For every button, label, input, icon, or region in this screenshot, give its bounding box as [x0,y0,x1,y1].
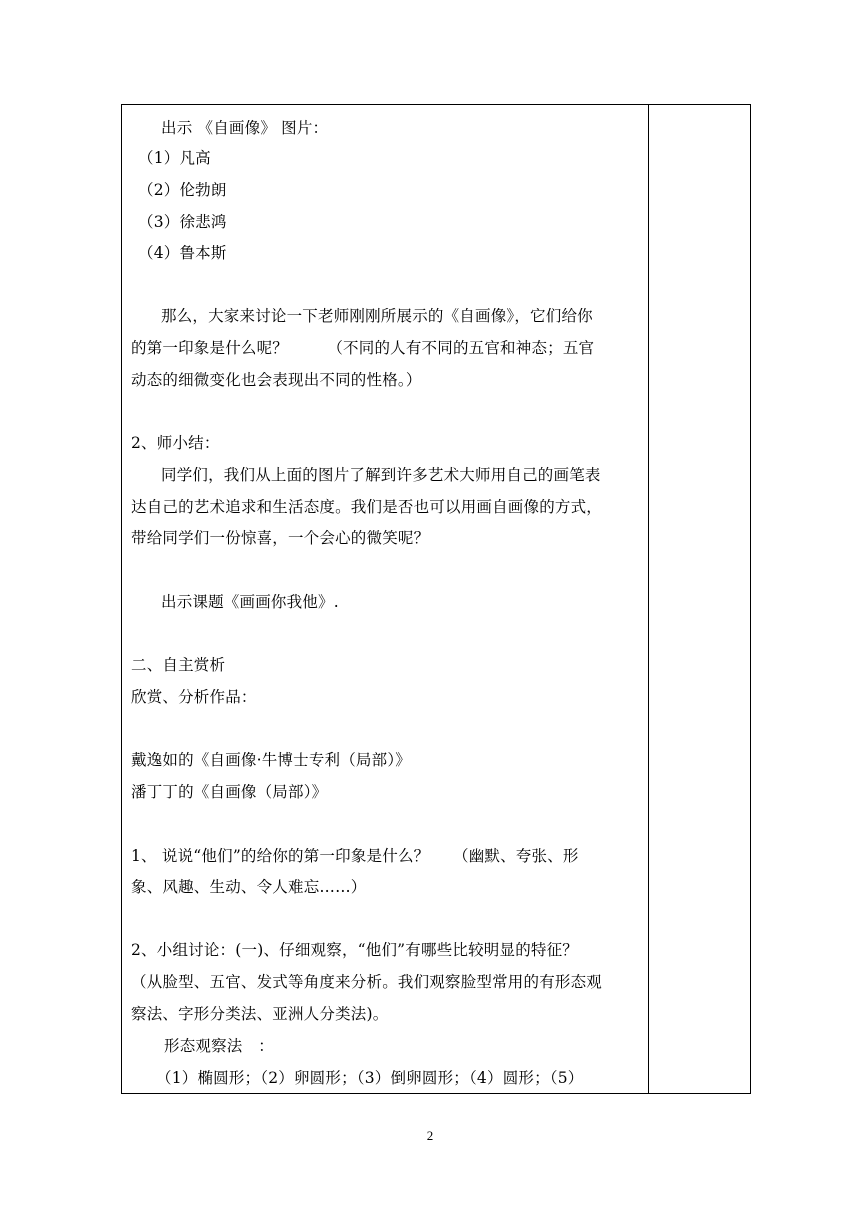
text-line: （2）伦勃朗 [138,181,227,199]
text-line: 同学们，我们从上面的图片了解到许多艺术大师用自己的画笔表 [161,466,601,484]
text-line: 动态的细微变化也会表现出不同的性格。） [131,371,422,389]
table-column-divider [648,104,649,1094]
text-line: 达自己的艺术追求和生活态度。我们是否也可以用画自画像的方式， [131,498,603,516]
text-line: （1）凡高 [138,149,211,167]
text-line: 2、小组讨论：(一)、仔细观察，“他们”有哪些比较明显的特征？ [131,941,579,959]
text-line: 的第一印象是什么呢？ （不同的人有不同的五官和神态；五官 [131,339,595,357]
text-line: 形态观察法 ： [164,1037,274,1055]
text-line: 欣赏、分析作品： [131,688,257,706]
page-number: 2 [426,1128,434,1143]
text-line: 2、师小结： [131,434,220,452]
text-line: 二、自主赏析 [131,656,226,674]
text-line: 出示 《自画像》 图片： [161,119,329,137]
text-line: （1）椭圆形；（2）卵圆形；（3）倒卵圆形；（4）圆形；（5） [156,1069,584,1087]
text-line: 察法、字形分类法、亚洲人分类法)。 [131,1005,389,1023]
text-line: （3）徐悲鸿 [138,213,227,231]
text-line: 1、 说说“他们”的给你的第一印象是什么？ （幽默、夸张、形 [131,847,579,865]
text-line: 象、风趣、生动、令人难忘……） [131,878,367,896]
text-line: （4）鲁本斯 [138,244,227,262]
text-line: 潘丁丁的《自画像（局部）》 [131,783,328,801]
text-line: （从脸型、五官、发式等角度来分析。我们观察脸型常用的有形态观 [131,973,603,991]
text-line: 带给同学们一份惊喜，一个会心的微笑呢？ [131,529,430,547]
text-line: 那么，大家来讨论一下老师刚刚所展示的《自画像》，它们给你 [161,307,593,325]
text-line: 戴逸如的《自画像·牛博士专利（局部）》 [131,751,411,769]
text-line: 出示课题《画画你我他》. [161,593,339,611]
